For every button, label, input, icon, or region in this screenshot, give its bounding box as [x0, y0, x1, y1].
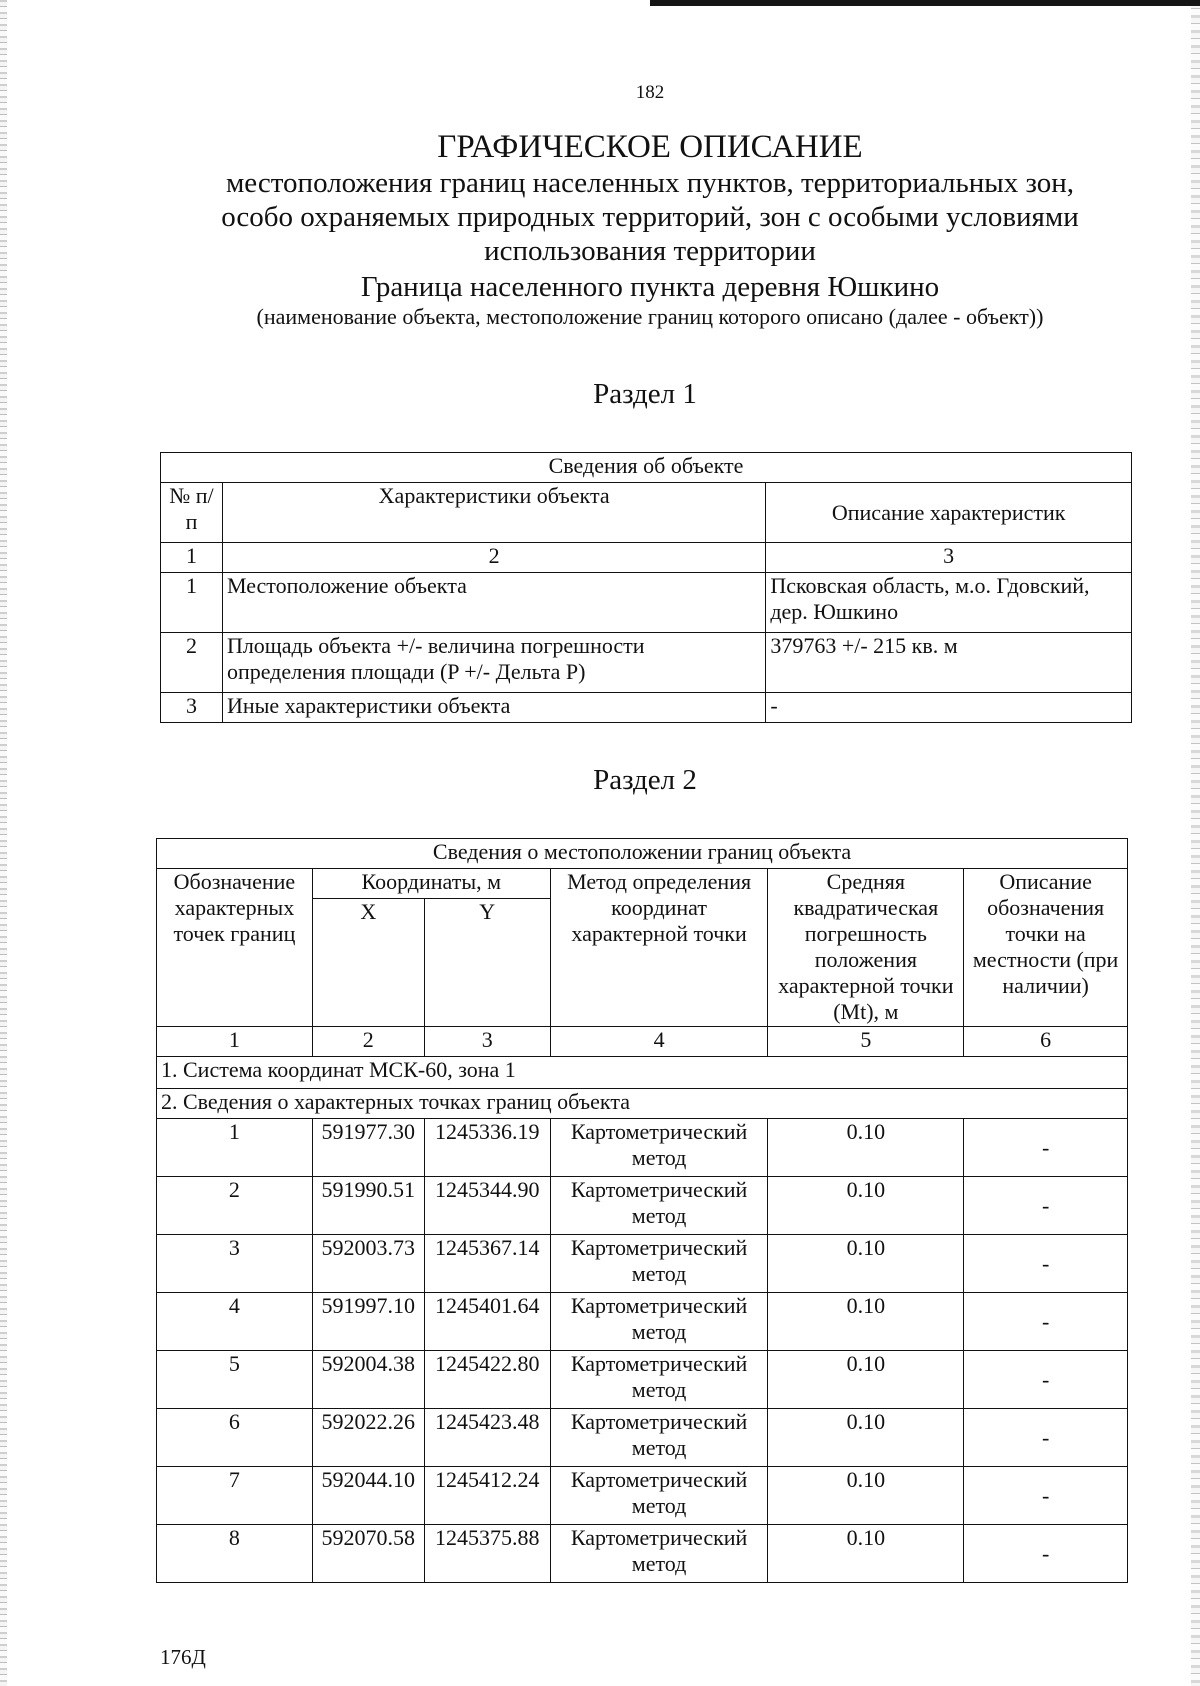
- point-id: 4: [157, 1293, 313, 1351]
- point-description: -: [964, 1409, 1128, 1467]
- col-header-x: X: [312, 899, 424, 1027]
- col-header-characteristic: Характеристики объекта: [222, 483, 765, 543]
- point-x: 592004.38: [312, 1351, 424, 1409]
- table-row: [157, 1235, 1128, 1293]
- col-header-method: Метод определения координат характерной точки: [550, 869, 768, 1027]
- table-row: [161, 573, 1132, 633]
- table-row: [157, 1119, 1128, 1177]
- point-description: -: [964, 1525, 1128, 1583]
- point-description: -: [964, 1235, 1128, 1293]
- point-method: Картометрический метод: [550, 1409, 768, 1467]
- boundary-table-title: Сведения о местоположении границ объекта: [157, 839, 1128, 869]
- point-error: 0.10: [768, 1177, 964, 1235]
- row-description: 379763 +/- 215 кв. м: [766, 633, 1132, 693]
- title-block: [0, 128, 1200, 330]
- object-note: (наименование объекта, местоположение границ которого описано (далее - объект)): [256, 304, 1044, 329]
- point-id: 6: [157, 1409, 313, 1467]
- point-method: Картометрический метод: [550, 1119, 768, 1177]
- point-error: 0.10: [768, 1467, 964, 1525]
- col-header-coordinates: Координаты, м: [312, 869, 550, 899]
- coordinate-system: 1. Система координат МСК-60, зона 1: [157, 1057, 1128, 1089]
- col-header-point: Обозначение характерных точек границ: [157, 869, 313, 1027]
- index-cell: 1: [157, 1027, 313, 1057]
- point-description: -: [964, 1293, 1128, 1351]
- table-row: [161, 633, 1132, 693]
- point-x: 592003.73: [312, 1235, 424, 1293]
- section1-heading: Раздел 1: [593, 378, 697, 410]
- point-id: 7: [157, 1467, 313, 1525]
- point-y: 1245412.24: [424, 1467, 550, 1525]
- point-y: 1245367.14: [424, 1235, 550, 1293]
- point-method: Картометрический метод: [550, 1467, 768, 1525]
- point-x: 592044.10: [312, 1467, 424, 1525]
- col-header-point-description: Описание обозначения точки на местности (при наличии): [964, 869, 1128, 1027]
- row-characteristic: Площадь объекта +/- величина погрешности определения площади (P +/- Дельта P): [222, 633, 765, 693]
- row-num: 3: [161, 693, 223, 723]
- point-x: 592070.58: [312, 1525, 424, 1583]
- index-cell: 4: [550, 1027, 768, 1057]
- point-method: Картометрический метод: [550, 1177, 768, 1235]
- boundary-points-table: [156, 838, 1128, 1583]
- point-method: Картометрический метод: [550, 1351, 768, 1409]
- point-y: 1245336.19: [424, 1119, 550, 1177]
- document-title: ГРАФИЧЕСКОЕ ОПИСАНИЕ: [437, 129, 863, 165]
- index-cell: 5: [768, 1027, 964, 1057]
- col-header-num: № п/п: [161, 483, 223, 543]
- point-id: 5: [157, 1351, 313, 1409]
- point-x: 591990.51: [312, 1177, 424, 1235]
- col-header-y: Y: [424, 899, 550, 1027]
- table-row: [157, 1525, 1128, 1583]
- table-row: [157, 1293, 1128, 1351]
- table-row: [157, 1351, 1128, 1409]
- row-num: 2: [161, 633, 223, 693]
- index-cell: 3: [424, 1027, 550, 1057]
- point-id: 8: [157, 1525, 313, 1583]
- index-cell: 2: [222, 543, 765, 573]
- row-description: Псковская область, м.о. Гдовский, дер. Юшкино: [766, 573, 1132, 633]
- object-info-table-title: Сведения об объекте: [161, 453, 1132, 483]
- table-row: [161, 693, 1132, 723]
- point-error: 0.10: [768, 1293, 964, 1351]
- table-row: [157, 1467, 1128, 1525]
- page-number: 182: [635, 82, 665, 103]
- point-description: -: [964, 1177, 1128, 1235]
- row-num: 1: [161, 573, 223, 633]
- scan-top-bar: [650, 0, 1200, 6]
- section2-heading: Раздел 2: [593, 764, 697, 796]
- point-description: -: [964, 1467, 1128, 1525]
- point-error: 0.10: [768, 1235, 964, 1293]
- document-subtitle-line2: особо охраняемых природных территорий, зон с особыми условиями: [221, 201, 1079, 233]
- col-header-error: Средняя квадратическая погрешность положения характерной точки (Mt), м: [768, 869, 964, 1027]
- index-cell: 2: [312, 1027, 424, 1057]
- points-caption: 2. Сведения о характерных точках границ объекта: [157, 1089, 1128, 1119]
- index-cell: 6: [964, 1027, 1128, 1057]
- point-y: 1245423.48: [424, 1409, 550, 1467]
- point-error: 0.10: [768, 1525, 964, 1583]
- point-x: 592022.26: [312, 1409, 424, 1467]
- point-method: Картометрический метод: [550, 1235, 768, 1293]
- point-error: 0.10: [768, 1351, 964, 1409]
- point-id: 1: [157, 1119, 313, 1177]
- point-y: 1245344.90: [424, 1177, 550, 1235]
- point-method: Картометрический метод: [550, 1293, 768, 1351]
- index-cell: 3: [766, 543, 1132, 573]
- point-description: -: [964, 1351, 1128, 1409]
- point-y: 1245422.80: [424, 1351, 550, 1409]
- table-row: [157, 1177, 1128, 1235]
- point-error: 0.10: [768, 1119, 964, 1177]
- point-y: 1245401.64: [424, 1293, 550, 1351]
- footer-code: 176Д: [160, 1645, 206, 1669]
- row-characteristic: Местоположение объекта: [222, 573, 765, 633]
- table-row: [157, 1409, 1128, 1467]
- point-description: -: [964, 1119, 1128, 1177]
- object-name: Граница населенного пункта деревня Юшкино: [360, 271, 940, 303]
- row-description: -: [766, 693, 1132, 723]
- point-id: 3: [157, 1235, 313, 1293]
- object-info-table: [160, 452, 1132, 723]
- document-subtitle-line3: использования территории: [484, 235, 816, 267]
- index-cell: 1: [161, 543, 223, 573]
- row-characteristic: Иные характеристики объекта: [222, 693, 765, 723]
- point-y: 1245375.88: [424, 1525, 550, 1583]
- point-x: 591977.30: [312, 1119, 424, 1177]
- point-method: Картометрический метод: [550, 1525, 768, 1583]
- point-id: 2: [157, 1177, 313, 1235]
- col-header-description: Описание характеристик: [766, 483, 1132, 543]
- point-x: 591997.10: [312, 1293, 424, 1351]
- point-error: 0.10: [768, 1409, 964, 1467]
- document-subtitle-line1: местоположения границ населенных пунктов, территориальных зон,: [225, 167, 1075, 199]
